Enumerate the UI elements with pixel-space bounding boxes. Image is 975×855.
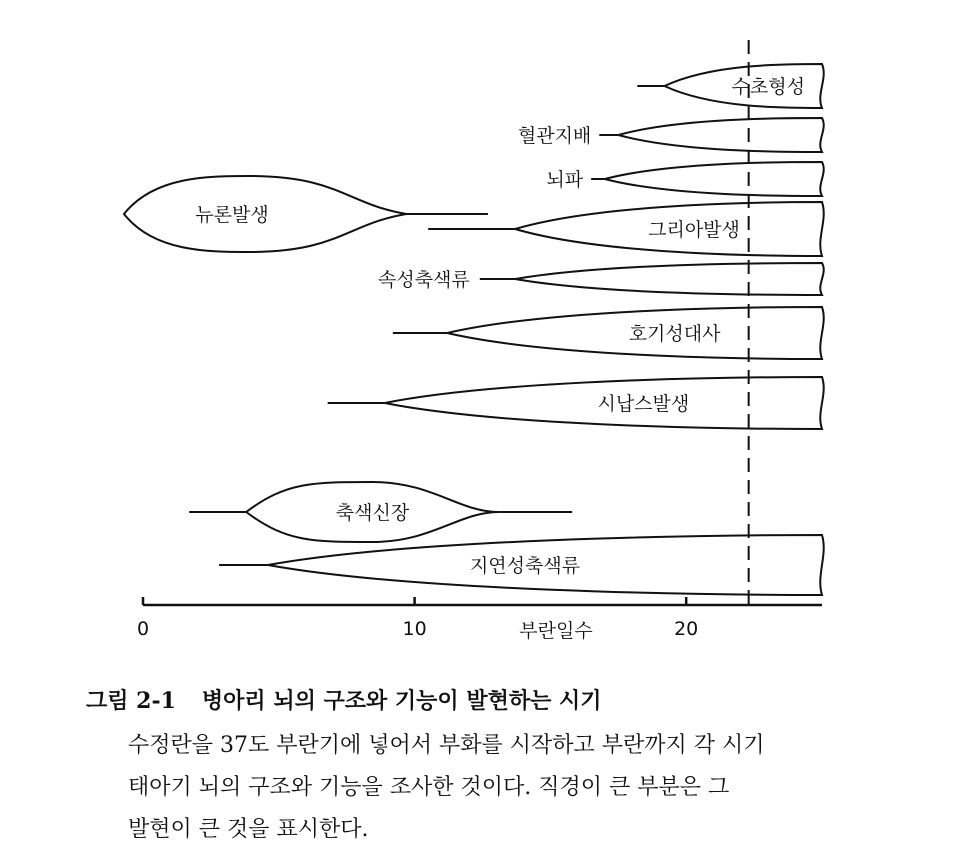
caption-title-line [86,684,946,715]
x-axis-label: 부란일수 [519,620,593,642]
figure-title: 병아리 뇌의 구조와 기능이 발현하는 시기 [201,688,602,714]
caption-line: 태아기 뇌의 구조와 기능을 조사한 것이다. 직경이 큰 부분은 그 [128,775,730,800]
row-10 [219,535,824,595]
row-label: 시납스발생 [597,393,690,415]
row-label: 속성축색류 [378,269,470,291]
caption-line: 발현이 큰 것을 표시한다. [128,817,369,842]
expression-shape [515,263,824,295]
row-3 [546,162,823,196]
row-2 [518,118,824,152]
row-label: 그리아발생 [648,219,740,241]
row-6 [378,263,824,295]
figure-caption [86,684,946,851]
x-tick-label-20: 20 [674,618,699,640]
caption-body [128,725,946,851]
row-label: 호기성대사 [628,323,721,345]
x-tick-label-10: 10 [402,618,427,640]
row-label: 뇌파 [546,169,584,191]
row-7 [393,307,824,359]
row-label: 혈관지배 [517,125,592,147]
row-label: 지연성축색류 [469,555,581,577]
caption-line: 수정란을 37도 부란기에 넣어서 부화를 시작하고 부란까지 각 시기 [128,733,765,758]
expression-shape [605,162,824,196]
row-4 [124,176,488,252]
row-1 [637,64,823,108]
figure-number: 그림 2-1 [86,688,176,714]
x-tick-label-0: 0 [136,618,150,640]
expression-shape [618,118,823,152]
row-5 [428,202,824,256]
row-label: 뉴론발생 [195,204,269,226]
row-label: 수초형성 [731,76,805,98]
row-label: 축색신장 [335,502,410,524]
row-9 [189,482,572,542]
